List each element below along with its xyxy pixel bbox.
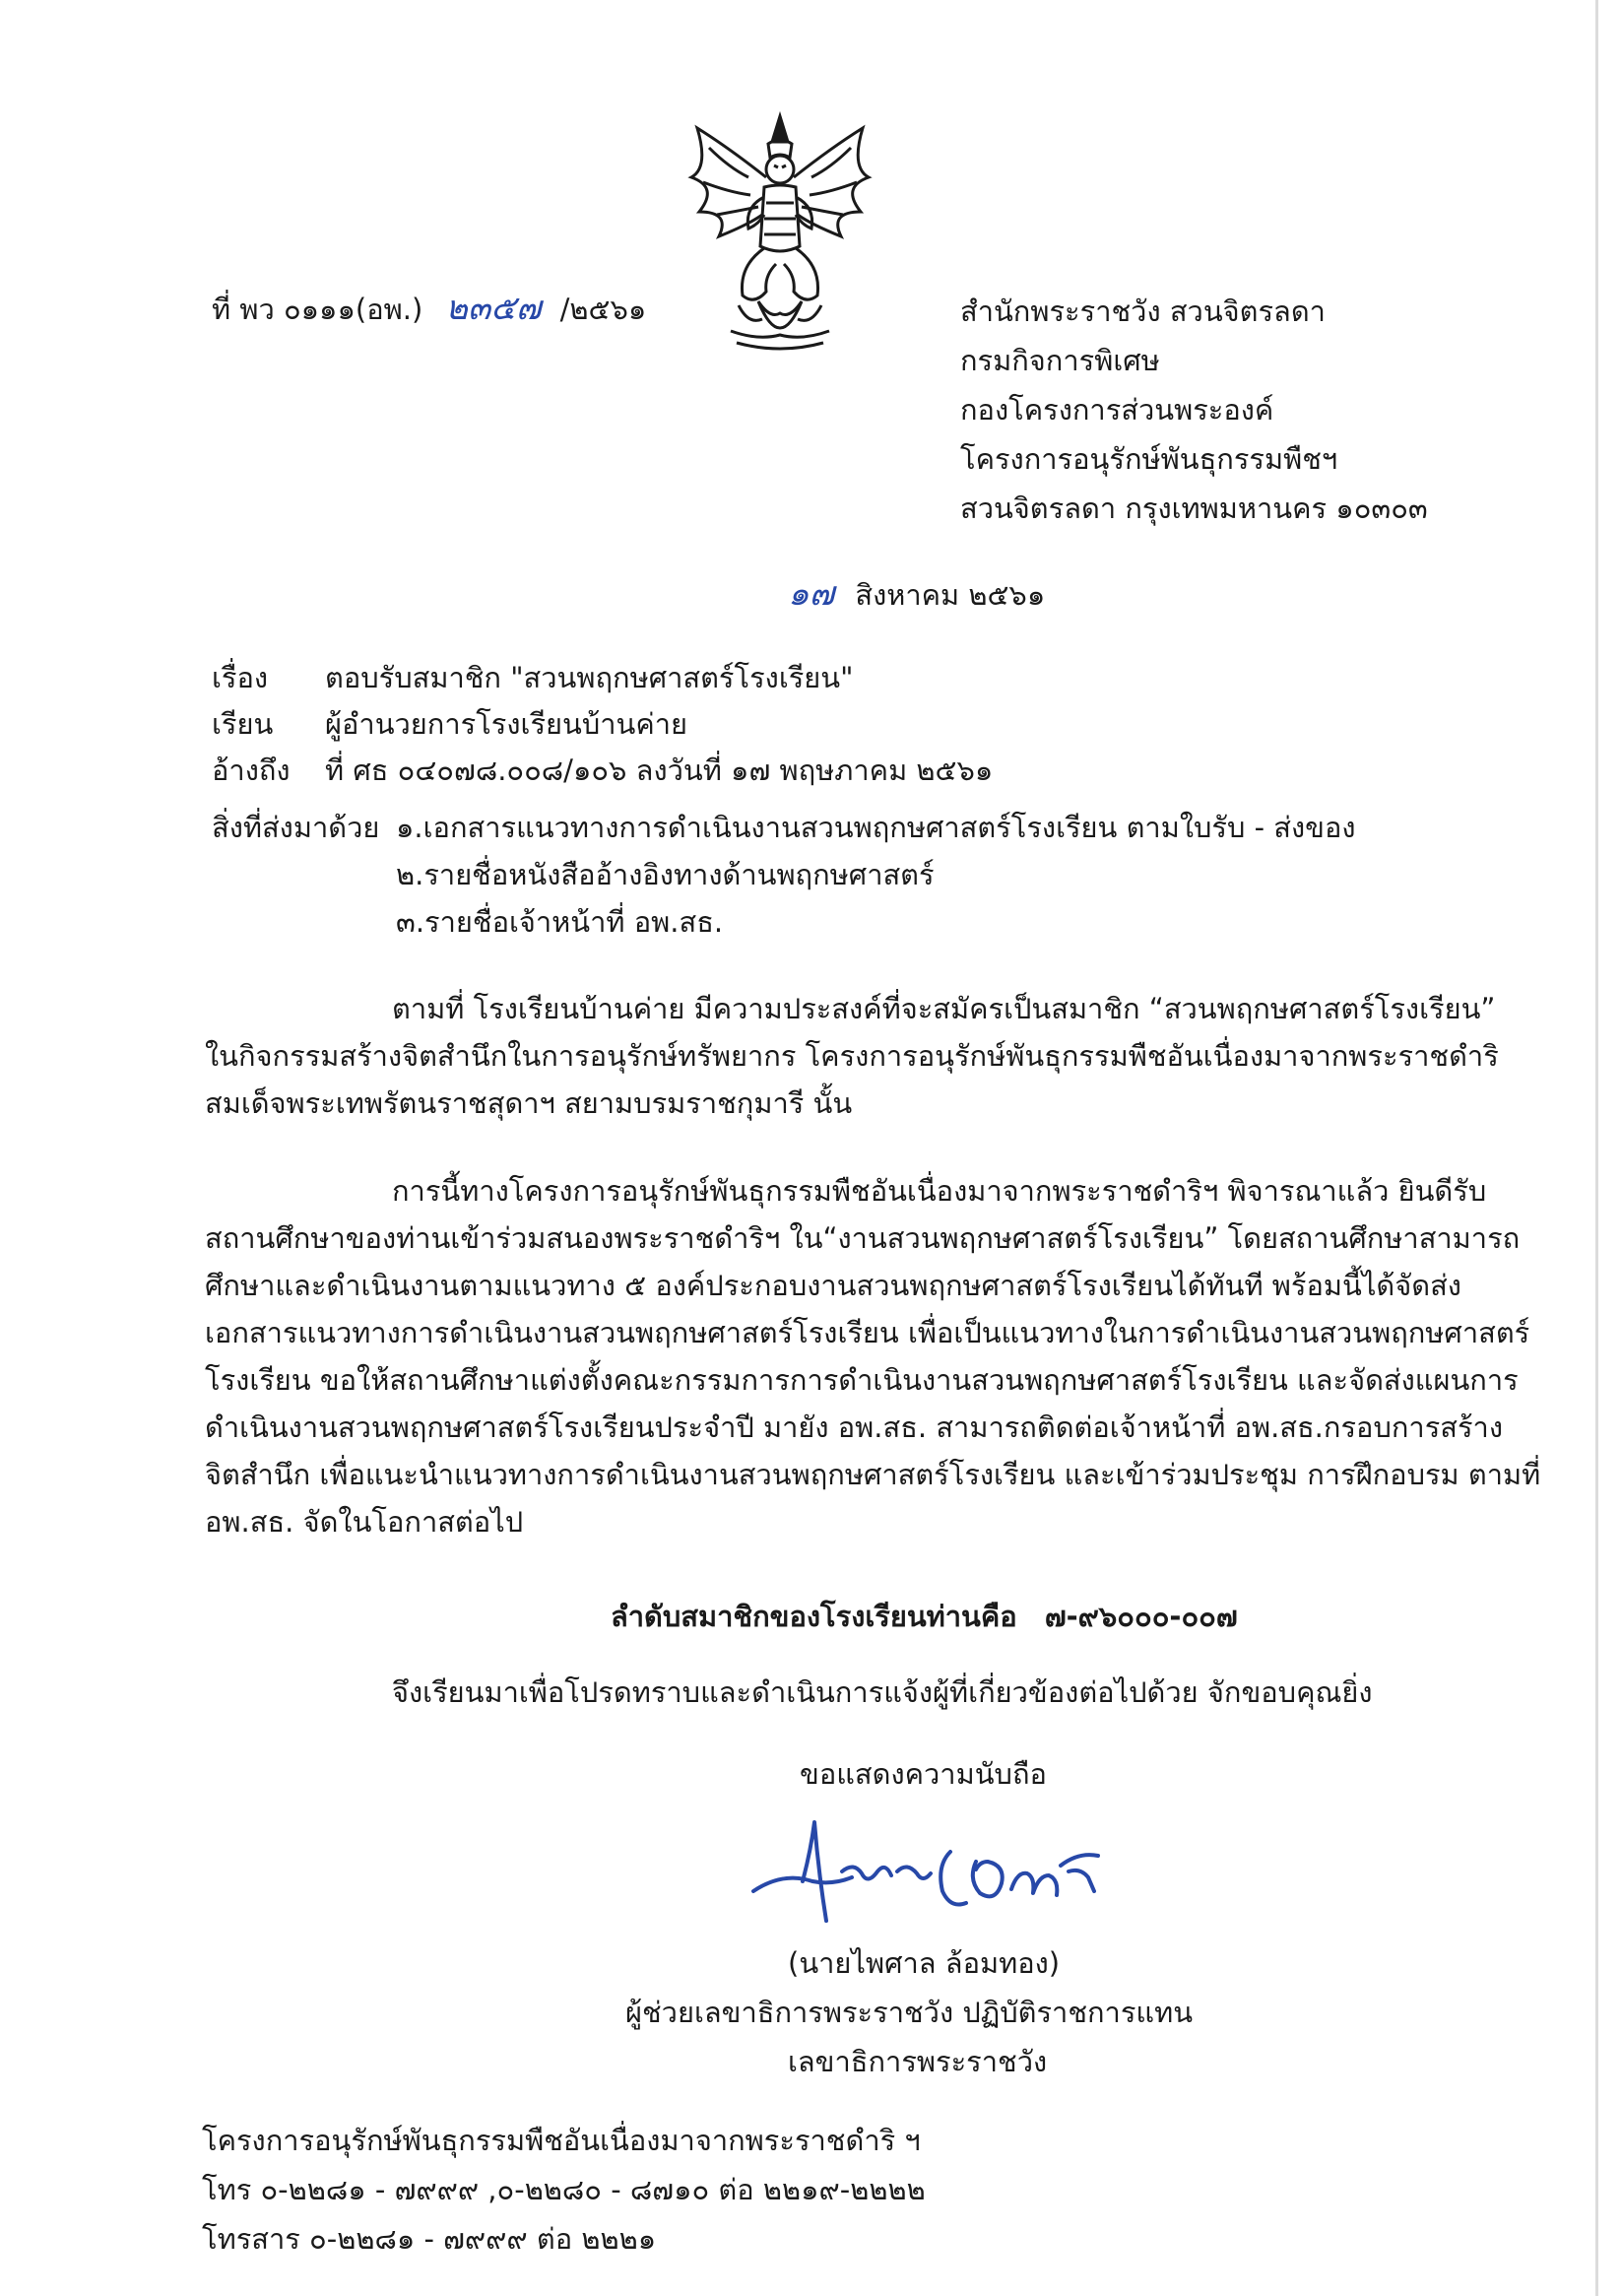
garuda-emblem <box>680 108 881 355</box>
closing-request: จึงเรียนมาเพื่อโปรดทราบและดำเนินการแจ้งผู้ที่เกี่ยวข้องต่อไปด้วย จักขอบคุณยิ่ง <box>392 1675 1373 1709</box>
paragraph-line: เอกสารแนวทางการดำเนินงานสวนพฤกษศาสตร์โรงเรียน เพื่อเป็นแนวทางในการดำเนินงานสวนพฤกษศาสตร์ <box>205 1316 1530 1349</box>
address-line: กรมกิจการพิเศษ <box>960 344 1160 377</box>
reference-label: อ้างถึง <box>212 754 291 787</box>
signer-position: ผู้ช่วยเลขาธิการพระราชวัง ปฏิบัติราชการแทน <box>625 1996 1194 2029</box>
enclosure-item: ๓.รายชื่อเจ้าหน้าที่ อพ.สธ. <box>396 905 724 939</box>
address-line: กองโครงการส่วนพระองค์ <box>960 393 1274 426</box>
letter-date <box>788 566 1045 620</box>
enclosure-item: ๑.เอกสารแนวทางการดำเนินงานสวนพฤกษศาสตร์โรงเรียน ตามใบรับ - ส่งของ <box>396 811 1356 844</box>
member-number-label: ลำดับสมาชิกของโรงเรียนท่านคือ <box>611 1600 1017 1633</box>
ref-year: /๒๕๖๑ <box>559 293 647 326</box>
paragraph-line: การนี้ทางโครงการอนุรักษ์พันธุกรรมพืชอันเนื่องมาจากพระราชดำริฯ พิจารณาแล้ว ยินดีรับ <box>392 1174 1487 1208</box>
date-day-handwritten: ๑๗ <box>788 574 835 614</box>
paragraph-line: ตามที่ โรงเรียนบ้านค่าย มีความประสงค์ที่จะสมัครเป็นสมาชิก “สวนพฤกษศาสตร์โรงเรียน” <box>392 992 1496 1025</box>
signature-handwritten <box>744 1812 1118 1940</box>
address-line: สวนจิตรลดา กรุงเทพมหานคร ๑๐๓๐๓ <box>960 492 1428 525</box>
paragraph-line: จิตสำนึก เพื่อแนะนำแนวทางการดำเนินงานสวนพฤกษศาสตร์โรงเรียน และเข้าร่วมประชุม การฝึกอบรม ตามที่ <box>205 1458 1541 1491</box>
address-line: โครงการอนุรักษ์พันธุกรรมพืชฯ <box>960 442 1338 476</box>
paragraph-line: ดำเนินงานสวนพฤกษศาสตร์โรงเรียนประจำปี มายัง อพ.สธ. สามารถติดต่อเจ้าหน้าที่ อพ.สธ.กรอบการสร้าง <box>205 1410 1503 1444</box>
paragraph-line: ศึกษาและดำเนินงานตามแนวทาง ๕ องค์ประกอบงานสวนพฤกษศาสตร์โรงเรียนได้ทันที พร้อมนี้ได้จัดส่ง <box>205 1269 1461 1302</box>
member-number: ๗-๙๖๐๐๐-๐๐๗ <box>1044 1600 1238 1633</box>
member-number-line <box>611 1594 1238 1639</box>
subject-label: เรื่อง <box>212 661 269 694</box>
recipient-text: ผู้อำนวยการโรงเรียนบ้านค่าย <box>325 707 688 741</box>
reference-text: ที่ ศธ ๐๔๐๗๘.๐๐๘/๑๐๖ ลงวันที่ ๑๗ พฤษภาคม ๒๕๖๑ <box>325 754 994 787</box>
subject-text: ตอบรับสมาชิก "สวนพฤกษศาสตร์โรงเรียน" <box>325 661 854 694</box>
signer-name: (นายไพศาล ล้อมทอง) <box>788 1946 1061 1980</box>
enclosure-item: ๒.รายชื่อหนังสืออ้างอิงทางด้านพฤกษศาสตร์ <box>396 858 935 891</box>
ref-prefix: ที่ พว ๐๑๑๑(อพ.) <box>212 293 423 326</box>
date-month-year: สิงหาคม ๒๕๖๑ <box>855 578 1046 612</box>
paragraph-main <box>205 1167 1541 1545</box>
paragraph-line: โรงเรียน ขอให้สถานศึกษาแต่งตั้งคณะกรรมการการดำเนินงานสวนพฤกษศาสตร์โรงเรียน และจัดส่งแผนการ <box>205 1363 1519 1397</box>
paragraph-intro <box>205 985 1499 1127</box>
footer-project: โครงการอนุรักษ์พันธุกรรมพืชอันเนื่องมาจากพระราชดำริ ฯ <box>202 2124 921 2157</box>
paragraph-line: สถานศึกษาของท่านเข้าร่วมสนองพระราชดำริฯ ใน“งานสวนพฤกษศาสตร์โรงเรียน” โดยสถานศึกษาสามารถ <box>205 1221 1521 1255</box>
ref-number <box>212 281 646 334</box>
signer-position-secondary: เลขาธิการพระราชวัง <box>788 2045 1048 2078</box>
page-edge <box>1595 0 1598 2296</box>
paragraph-line: สมเด็จพระเทพรัตนราชสุดาฯ สยามบรมราชกุมารี นั้น <box>205 1086 853 1120</box>
address-line: สำนักพระราชวัง สวนจิตรลดา <box>960 295 1326 328</box>
footer-phone: โทร ๐-๒๒๘๑ - ๗๙๙๙ ,๐-๒๒๘๐ - ๘๗๑๐ ต่อ ๒๒๑๙-๒๒๒๒ <box>202 2173 926 2206</box>
enclosures-label: สิ่งที่ส่งมาด้วย <box>212 811 380 844</box>
footer-fax: โทรสาร ๐-๒๒๘๑ - ๗๙๙๙ ต่อ ๒๒๒๑ <box>202 2222 657 2256</box>
paragraph-line: ในกิจกรรมสร้างจิตสำนึกในการอนุรักษ์ทรัพยากร โครงการอนุรักษ์พันธุกรรมพืชอันเนื่องมาจากพระราชดำริ <box>205 1039 1499 1073</box>
recipient-label: เรียน <box>212 707 274 741</box>
salutation: ขอแสดงความนับถือ <box>800 1757 1047 1791</box>
paragraph-line: อพ.สธ. จัดในโอกาสต่อไป <box>205 1505 524 1539</box>
ref-handwritten-number: ๒๓๕๗ <box>445 289 542 328</box>
